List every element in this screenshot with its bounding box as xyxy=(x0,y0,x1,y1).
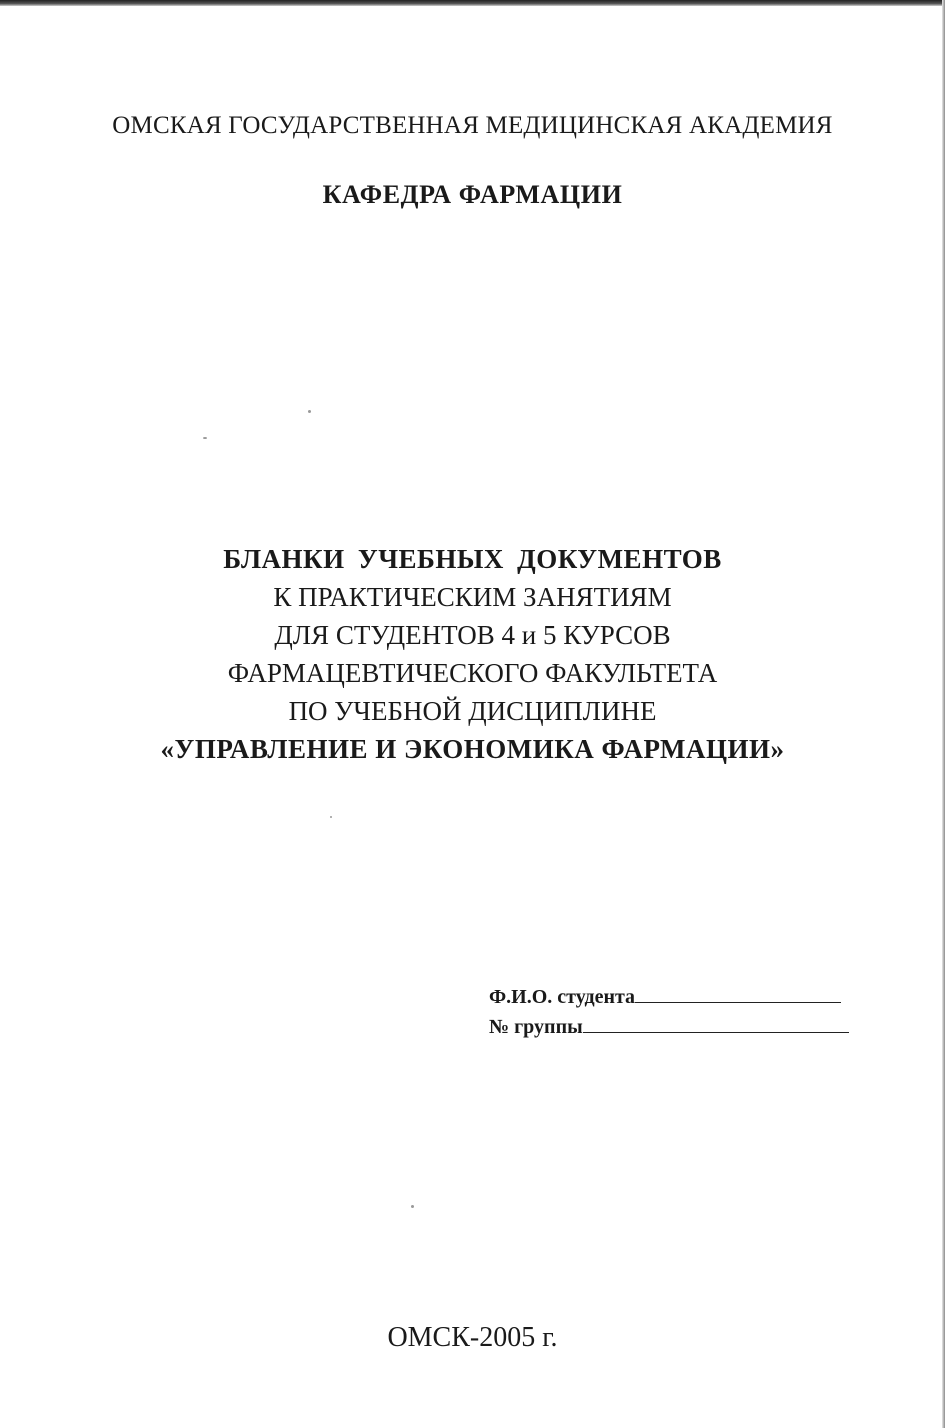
group-number-field[interactable] xyxy=(583,1012,849,1033)
city-year: ОМСК-2005 г. xyxy=(387,1322,558,1353)
scan-speck xyxy=(308,410,311,413)
student-name-row xyxy=(489,979,849,1009)
title-line: ПО УЧЕБНОЙ ДИСЦИПЛИНЕ xyxy=(288,696,657,726)
department-name: КАФЕДРА ФАРМАЦИИ xyxy=(322,180,623,209)
group-number-row xyxy=(489,1009,849,1039)
discipline-name: «УПРАВЛЕНИЕ И ЭКОНОМИКА ФАРМАЦИИ» xyxy=(160,734,785,764)
scan-speck xyxy=(330,816,332,818)
title-line: ДЛЯ СТУДЕНТОВ 4 и 5 КУРСОВ xyxy=(274,620,671,650)
student-form xyxy=(489,979,849,1039)
scan-speck xyxy=(411,1205,414,1208)
group-number-label: № группы xyxy=(489,1016,583,1038)
institution-name: ОМСКАЯ ГОСУДАРСТВЕННАЯ МЕДИЦИНСКАЯ АКАДЕМИЯ xyxy=(112,112,833,139)
title-line: ФАРМАЦЕВТИЧЕСКОГО ФАКУЛЬТЕТА xyxy=(227,658,718,688)
student-name-label: Ф.И.О. студента xyxy=(489,986,636,1008)
student-name-field[interactable] xyxy=(635,982,841,1003)
scan-speck xyxy=(203,437,207,439)
title-line: БЛАНКИ УЧЕБНЫХ ДОКУМЕНТОВ xyxy=(223,544,722,574)
title-line: К ПРАКТИЧЕСКИМ ЗАНЯТИЯМ xyxy=(273,582,672,612)
document-title xyxy=(0,540,945,768)
scan-top-edge xyxy=(0,0,945,6)
